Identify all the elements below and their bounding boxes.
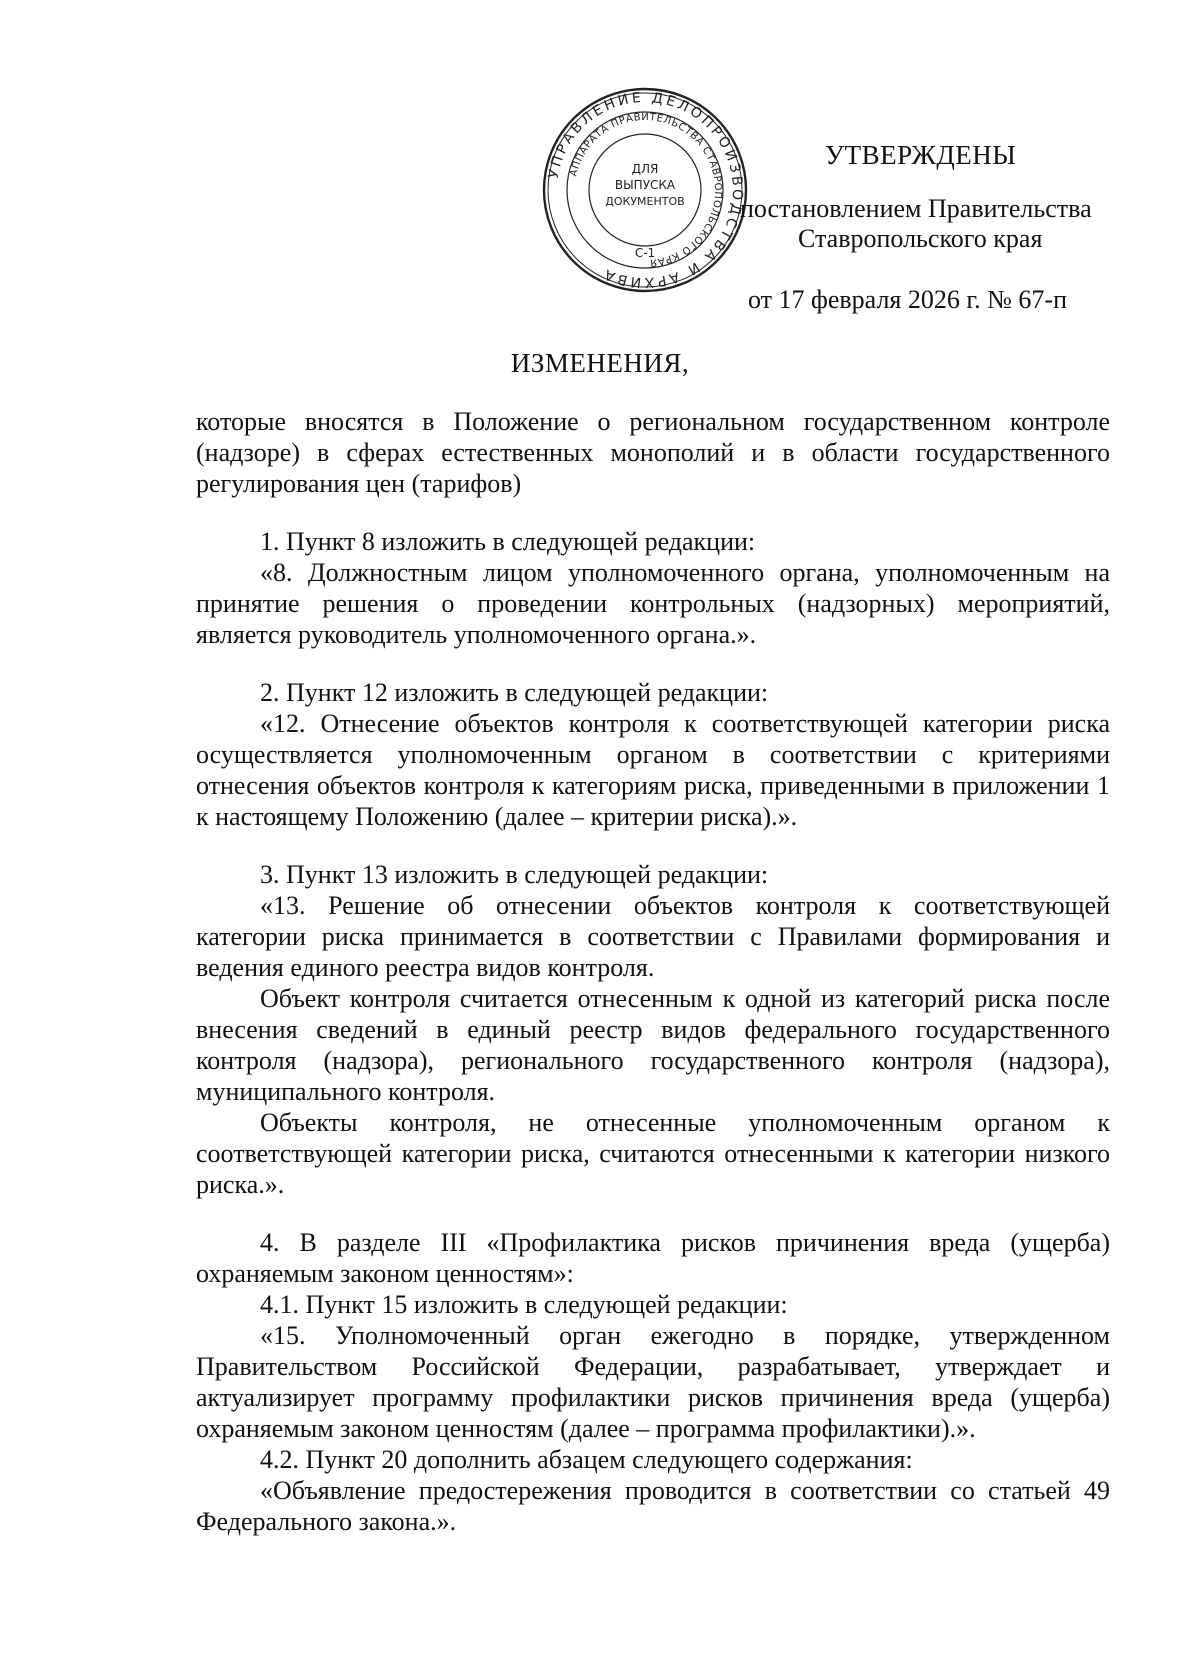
official-stamp xyxy=(540,85,750,295)
stamp-code: С-1 xyxy=(634,246,656,260)
stamp-center-line3: ДОКУМЕНТОВ xyxy=(605,195,685,208)
paragraph-9: 4. В разделе III «Профилактика рисков причинения вреда (ущерба) охраняемым законом ценностям»: xyxy=(196,1228,1110,1288)
stamp-inner-ring-text: АППАРАТА ПРАВИТЕЛЬСТВА СТАВРОПОЛЬСКОГО КРАЯ xyxy=(568,111,724,268)
stamp-seal-icon xyxy=(540,85,750,295)
paragraph-3: 2. Пункт 12 изложить в следующей редакции: xyxy=(260,678,769,707)
paragraph-6: «13. Решение об отнесении объектов контроля к соответствующей категории риска принимается в соответствии с Правилами формирования и ведения единого реестра видов контроля. xyxy=(196,891,1110,982)
paragraph-12: 4.2. Пункт 20 дополнить абзацем следующего содержания: xyxy=(260,1445,913,1474)
decree-line-2: Ставропольского края xyxy=(798,224,1043,253)
paragraph-10: 4.1. Пункт 15 изложить в следующей редакции: xyxy=(260,1290,788,1319)
decree-line-1: постановлением Правительства xyxy=(740,194,1092,223)
decree-date-number: от 17 февраля 2026 г. № 67-п xyxy=(748,285,1067,314)
paragraph-8: Объекты контроля, не отнесенные уполномоченным органом к соответствующей категории риска, считаются отнесенными к категории низкого риска.». xyxy=(196,1108,1110,1199)
paragraph-1: 1. Пункт 8 изложить в следующей редакции: xyxy=(260,527,756,556)
document-subtitle: которые вносятся в Положение о региональном государственном контроле (надзоре) в сферах естественных монополий и в области государственного регулирования цен (тарифов) xyxy=(196,407,1110,498)
stamp-center-line2: ВЫПУСКА xyxy=(614,178,676,192)
paragraph-2: «8. Должностным лицом уполномоченного органа, уполномоченным на принятие решения о проведении контрольных (надзорных) мероприятий, является руководитель уполномоченного органа.». xyxy=(196,558,1110,649)
document-body xyxy=(196,406,1110,1537)
stamp-outer-ring-text: УПРАВЛЕНИЕ ДЕЛОПРОИЗВОДСТВА И АРХИВА xyxy=(545,89,746,291)
stamp-center-line1: ДЛЯ xyxy=(631,162,659,176)
paragraph-4: «12. Отнесение объектов контроля к соответствующей категории риска осуществляется уполномоченным органом в соответствии с критериями отнесения объектов контроля к категориям риска, приведенными в приложении 1 к настоящему Положению (далее – критерии риска).». xyxy=(196,709,1110,831)
paragraph-11: «15. Уполномоченный орган ежегодно в порядке, утвержденном Правительством Российской Федерации, разрабатывает, утверждает и актуализирует программу профилактики рисков причинения вреда (ущерба) охраняемым законом ценностям (далее – программа профилактики).». xyxy=(196,1321,1110,1443)
paragraph-5: 3. Пункт 13 изложить в следующей редакции: xyxy=(260,860,769,889)
paragraph-13: «Объявление предостережения проводится в соответствии со статьей 49 Федерального закона.». xyxy=(196,1476,1110,1536)
document-title: ИЗМЕНЕНИЯ, xyxy=(510,348,690,378)
approved-title: УТВЕРЖДЕНЫ xyxy=(825,140,1017,170)
paragraph-7: Объект контроля считается отнесенным к одной из категорий риска после внесения сведений в единый реестр видов федерального государственного контроля (надзора), регионального государственного контроля (надзора), муниципального контроля. xyxy=(196,984,1110,1106)
